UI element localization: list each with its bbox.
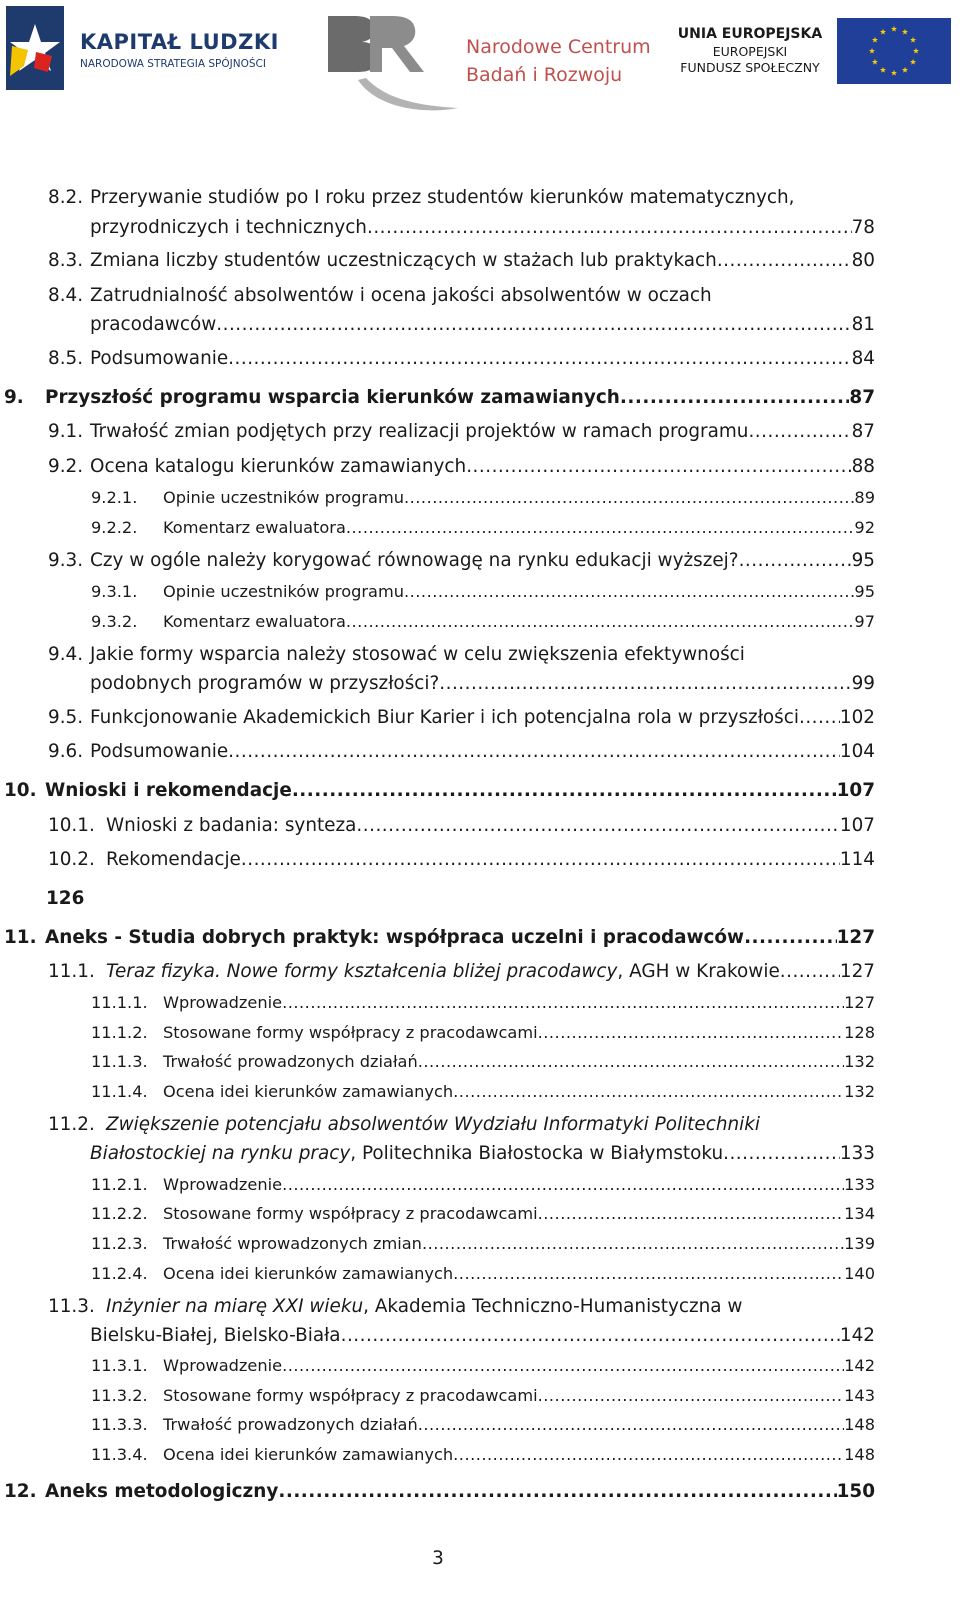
leader-dots xyxy=(538,1204,844,1223)
toc-entry-title: Aneks metodologiczny xyxy=(45,1481,279,1502)
toc-entry-title-line1: , Akademia Techniczno-Humanistyczna w xyxy=(363,1296,743,1317)
leader-dots xyxy=(723,1143,840,1165)
toc-entry-number: 8.3. xyxy=(48,250,84,271)
leader-dots xyxy=(418,1415,844,1434)
toc-entry-number: 11.2.1. xyxy=(91,1175,148,1194)
standalone-page-number: 126 xyxy=(46,888,85,909)
toc-entry-title-italic: Białostockiej na rynku pracy xyxy=(90,1143,351,1164)
toc-entry-title: Komentarz ewaluatora xyxy=(163,612,346,631)
toc-entry-title: Funkcjonowanie Akademickich Biur Karier i ich potencjalna rola w przyszłości xyxy=(90,707,799,728)
toc-entry-title: Aneks - Studia dobrych praktyk: współpraca uczelni i pracodawców xyxy=(45,927,745,948)
toc-entry-number: 10. xyxy=(4,780,37,801)
toc-entry-number: 9.1. xyxy=(48,421,84,442)
toc-entry-number: 9.6. xyxy=(48,741,84,762)
toc-entry-title: Opinie uczestników programu xyxy=(163,488,404,507)
page-number: 3 xyxy=(432,1548,444,1569)
toc-entry-title: Bielsku-Białej, Bielsko-Biała xyxy=(90,1325,341,1346)
toc-entry-title: Rekomendacje xyxy=(106,849,241,870)
leader-dots xyxy=(799,707,840,729)
toc-entry-page: 150 xyxy=(836,1481,875,1502)
toc-entry-title-line1: Przerywanie studiów po I roku przez studentów kierunków matematycznych, xyxy=(90,187,795,208)
toc-entry-page: 92 xyxy=(854,518,875,537)
leader-dots xyxy=(748,421,851,443)
toc-entry-title: Ocena idei kierunków zamawianych xyxy=(163,1445,454,1464)
toc-entry-page: 89 xyxy=(854,488,875,507)
toc-entry-number: 9.5. xyxy=(48,707,84,728)
toc-entry-page: 84 xyxy=(851,348,875,369)
toc-entry-title-line1: Zwiększenie potencjału absolwentów Wydziału Informatyki Politechniki xyxy=(106,1114,760,1135)
toc-entry-number: 11. xyxy=(4,927,37,948)
leader-dots xyxy=(278,1481,836,1503)
toc-entry-number: 11.1.1. xyxy=(91,993,148,1012)
toc-entry-page: 81 xyxy=(851,314,875,335)
leader-dots xyxy=(780,961,840,983)
toc-entry-title-line1-wrap xyxy=(106,1296,875,1318)
toc-entry-title: Wnioski z badania: synteza xyxy=(106,815,357,836)
toc-entry-number: 11.3.1. xyxy=(91,1356,148,1375)
toc-entry-page: 133 xyxy=(844,1175,875,1194)
toc-entry-title: Stosowane formy współpracy z pracodawcami xyxy=(163,1386,538,1405)
toc-entry-page: 78 xyxy=(851,217,875,238)
toc-entry-title: Opinie uczestników programu xyxy=(163,582,404,601)
toc-entry-number: 11.2.4. xyxy=(91,1264,148,1283)
toc-entry-page: 88 xyxy=(851,456,875,477)
toc-entry-number: 11.3.3. xyxy=(91,1415,148,1434)
leader-dots xyxy=(346,518,855,537)
toc-entry-page: 104 xyxy=(839,741,875,762)
toc-entry-number: 8.4. xyxy=(48,285,84,306)
toc-entry-page: 80 xyxy=(851,250,875,271)
leader-dots xyxy=(453,1264,844,1283)
toc-entry-title: , Politechnika Białostocka w Białymstoku xyxy=(350,1143,724,1164)
leader-dots xyxy=(538,1023,844,1042)
toc-entry-page: 97 xyxy=(854,612,875,631)
toc-entry-title: pracodawców xyxy=(90,314,217,335)
toc-entry-page: 127 xyxy=(839,961,875,982)
toc-entry-number: 9.2.2. xyxy=(91,518,138,537)
toc-entry-number: 11.3.4. xyxy=(91,1445,148,1464)
toc-entry-number: 9.4. xyxy=(48,644,84,665)
toc-entry-title: Komentarz ewaluatora xyxy=(163,518,346,537)
toc-entry-page: 107 xyxy=(836,780,875,801)
toc-entry-page: 95 xyxy=(854,582,875,601)
toc-entry-9-4[interactable] xyxy=(48,644,875,694)
toc-entry-page: 114 xyxy=(839,849,875,870)
toc-entry-title: , AGH w Krakowie xyxy=(617,961,780,982)
toc-entry-number: 11.3. xyxy=(48,1296,95,1317)
toc-entry-title: Podsumowanie xyxy=(90,348,229,369)
toc-entry-number: 11.1.2. xyxy=(91,1023,148,1042)
toc-entry-page: 99 xyxy=(851,673,875,694)
leader-dots xyxy=(538,1386,844,1405)
toc-entry-number: 10.2. xyxy=(48,849,95,870)
leader-dots xyxy=(453,1082,844,1101)
toc-entry-title-line1: Zatrudnialność absolwentów i ocena jakości absolwentów w oczach xyxy=(90,285,712,306)
leader-dots xyxy=(282,1175,844,1194)
toc-entry-number: 9.3.1. xyxy=(91,582,138,601)
leader-dots xyxy=(620,387,850,409)
toc-entry-title: Czy w ogóle należy korygować równowagę na rynku edukacji wyższej? xyxy=(90,550,739,571)
toc-entry-page: 148 xyxy=(844,1415,875,1434)
kapital-ludzki-subtitle: NARODOWA STRATEGIA SPÓJNOŚCI xyxy=(80,58,266,70)
leader-dots xyxy=(418,1052,844,1071)
leader-dots xyxy=(282,1356,844,1375)
leader-dots xyxy=(228,348,851,370)
leader-dots xyxy=(216,314,851,336)
toc-entry-number: 8.2. xyxy=(48,187,84,208)
toc-entry-number: 11.2. xyxy=(48,1114,95,1135)
ncbr-name-line2: Badań i Rozwoju xyxy=(466,64,623,86)
ncbr-name-line1: Narodowe Centrum xyxy=(466,36,651,58)
toc-entry-page: 132 xyxy=(844,1052,875,1071)
toc-entry-title: Wprowadzenie xyxy=(163,1356,283,1375)
ue-name-line3: FUNDUSZ SPOŁECZNY xyxy=(680,60,820,75)
toc-entry-number: 9.2. xyxy=(48,456,84,477)
toc-entry-number: 9.3. xyxy=(48,550,84,571)
toc-entry-page: 132 xyxy=(844,1082,875,1101)
toc-entry-page: 102 xyxy=(839,707,875,728)
leader-dots xyxy=(367,217,852,239)
leader-dots xyxy=(341,1325,840,1347)
toc-entry-title: Zmiana liczby studentów uczestniczących w stażach lub praktykach xyxy=(90,250,717,271)
toc-entry-number: 11.2.3. xyxy=(91,1234,148,1253)
toc-entry-title: podobnych programów w przyszłości? xyxy=(90,673,440,694)
toc-entry-title: Ocena idei kierunków zamawianych xyxy=(163,1082,454,1101)
toc-entry-title: Ocena katalogu kierunków zamawianych xyxy=(90,456,467,477)
toc-entry-page: 87 xyxy=(849,387,875,408)
leader-dots xyxy=(739,550,852,572)
toc-entry-page: 133 xyxy=(839,1143,875,1164)
toc-entry-title: Ocena idei kierunków zamawianych xyxy=(163,1264,454,1283)
leader-dots xyxy=(717,250,852,272)
toc-entry-title: Stosowane formy współpracy z pracodawcami xyxy=(163,1023,538,1042)
leader-dots xyxy=(404,582,854,601)
toc-entry-11-2[interactable] xyxy=(48,1114,875,1164)
toc-entry-title: Podsumowanie xyxy=(90,741,229,762)
toc-entry-page: 127 xyxy=(844,993,875,1012)
toc-entry-page: 142 xyxy=(844,1356,875,1375)
leader-dots xyxy=(228,741,840,763)
toc-entry-title: Wprowadzenie xyxy=(163,1175,283,1194)
leader-dots xyxy=(241,849,840,871)
toc-entry-title: Trwałość prowadzonych działań xyxy=(163,1415,418,1434)
leader-dots xyxy=(356,815,839,837)
toc-entry-page: 87 xyxy=(851,421,875,442)
toc-entry-page: 107 xyxy=(839,815,875,836)
leader-dots xyxy=(453,1445,844,1464)
toc-entry-title: Trwałość prowadzonych działań xyxy=(163,1052,418,1071)
leader-dots xyxy=(282,993,844,1012)
leader-dots xyxy=(744,927,837,949)
toc-entry-title-line1-italic: Inżynier na miarę XXI wieku xyxy=(106,1296,364,1317)
toc-entry-page: 95 xyxy=(851,550,875,571)
toc-entry-8-4[interactable] xyxy=(48,285,875,335)
toc-entry-number: 11.1.3. xyxy=(91,1052,148,1071)
toc-entry-8-2[interactable] xyxy=(48,187,875,238)
toc-entry-title: Wprowadzenie xyxy=(163,993,283,1012)
toc-entry-number: 11.1. xyxy=(48,961,95,982)
kapital-ludzki-title: KAPITAŁ LUDZKI xyxy=(80,30,279,54)
toc-entry-page: 127 xyxy=(836,927,875,948)
toc-entry-page: 134 xyxy=(844,1204,875,1223)
leader-dots xyxy=(439,673,851,695)
toc-entry-page: 140 xyxy=(844,1264,875,1283)
leader-dots xyxy=(422,1234,844,1253)
toc-entry-number: 11.2.2. xyxy=(91,1204,148,1223)
toc-entry-title-line1: Jakie formy wsparcia należy stosować w celu zwiększenia efektywności xyxy=(90,644,745,665)
toc-entry-number: 10.1. xyxy=(48,815,95,836)
leader-dots xyxy=(466,456,851,478)
toc-entry-number: 9. xyxy=(4,387,24,408)
leader-dots xyxy=(346,612,855,631)
toc-entry-title: przyrodniczych i technicznych xyxy=(90,217,367,238)
toc-entry-title: Wnioski i rekomendacje xyxy=(45,780,292,801)
toc-entry-number: 9.2.1. xyxy=(91,488,138,507)
toc-entry-number: 11.1.4. xyxy=(91,1082,148,1101)
leader-dots xyxy=(292,780,837,802)
leader-dots xyxy=(404,488,854,507)
toc-entry-title: Trwałość zmian podjętych przy realizacji projektów w ramach programu xyxy=(90,421,749,442)
toc-entry-page: 139 xyxy=(844,1234,875,1253)
toc-entry-page: 128 xyxy=(844,1023,875,1042)
toc-entry-title: Przyszłość programu wsparcia kierunków zamawianych xyxy=(45,387,620,408)
toc-entry-number: 12. xyxy=(4,1481,37,1502)
toc-entry-page: 148 xyxy=(844,1445,875,1464)
toc-entry-title: Stosowane formy współpracy z pracodawcami xyxy=(163,1204,538,1223)
toc-entry-page: 143 xyxy=(844,1386,875,1405)
toc-entry-number: 9.3.2. xyxy=(91,612,138,631)
toc-entry-title-italic: Teraz fizyka. Nowe formy kształcenia bliżej pracodawcy xyxy=(106,961,618,982)
ue-name-line2: EUROPEJSKI xyxy=(712,44,788,59)
toc-entry-title: Trwałość wprowadzonych zmian xyxy=(163,1234,422,1253)
toc-entry-11-3[interactable] xyxy=(48,1296,875,1346)
ue-name-line1: UNIA EUROPEJSKA xyxy=(677,26,823,42)
toc-entry-page: 142 xyxy=(839,1325,875,1346)
toc-entry-number: 11.3.2. xyxy=(91,1386,148,1405)
toc-entry-number: 8.5. xyxy=(48,348,84,369)
